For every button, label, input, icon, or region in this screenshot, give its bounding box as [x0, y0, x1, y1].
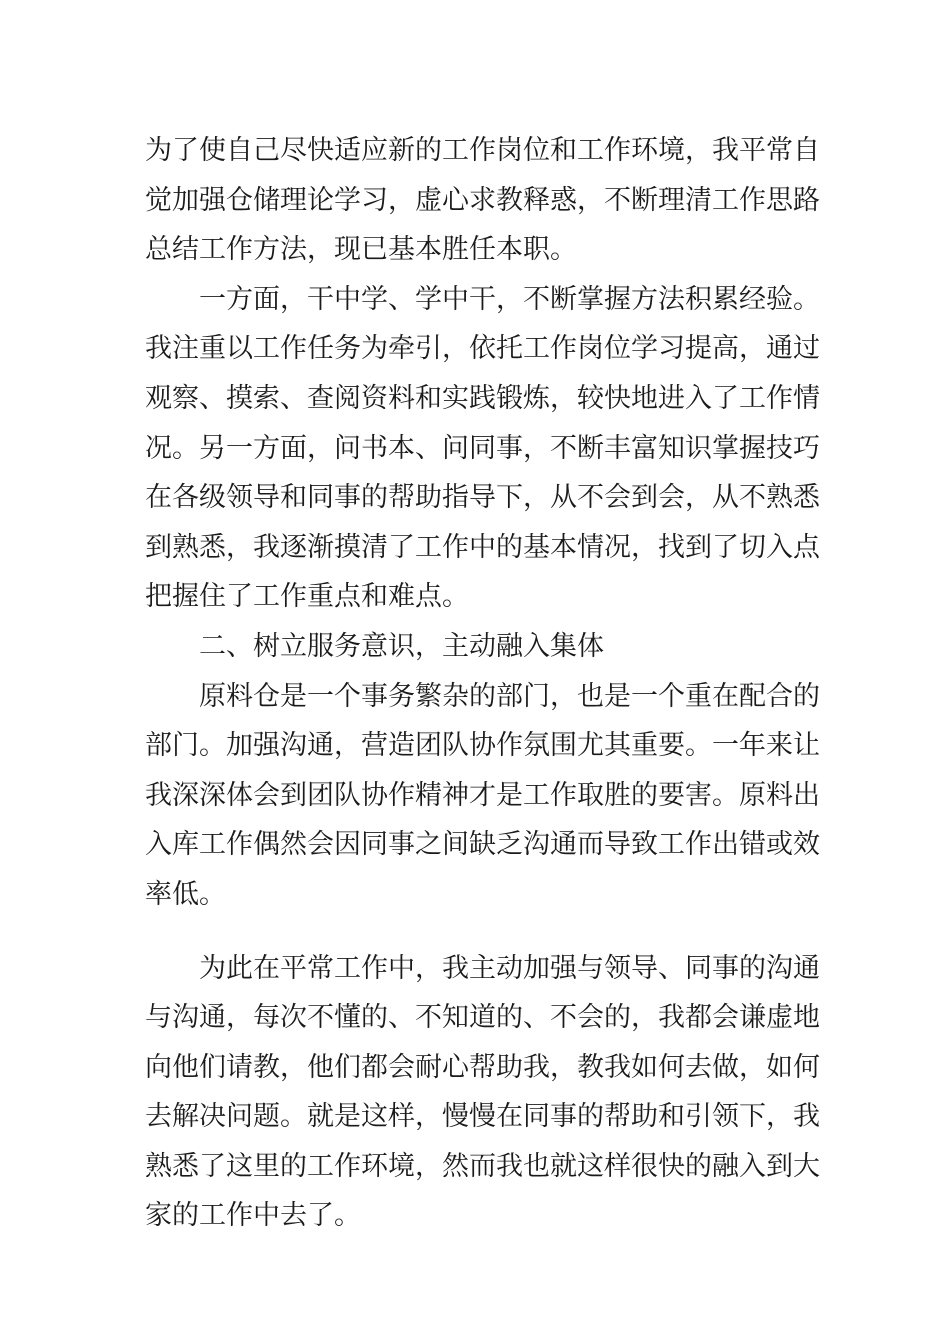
paragraph-3-line-1: 原料仓是一个事务繁杂的部门，也是一个重在配合的	[199, 680, 820, 712]
paragraph-3-line-2: 部门。加强沟通，营造团队协作氛围尤其重要。一年来让	[145, 730, 820, 762]
paragraph-3-line-5: 率低。	[145, 878, 226, 910]
paragraph-spacer	[145, 920, 810, 944]
paragraph-3-line-4: 入库工作偶然会因同事之间缺乏沟通而导致工作出错或效	[145, 829, 820, 861]
paragraph-2-line-2: 我注重以工作任务为牵引，依托工作岗位学习提高，通过	[145, 333, 820, 365]
paragraph-4-line-4: 去解决问题。就是这样，慢慢在同事的帮助和引领下，我	[145, 1101, 820, 1133]
paragraph-4-line-2: 与沟通，每次不懂的、不知道的、不会的，我都会谦虚地	[145, 1002, 820, 1034]
paragraph-4-line-5: 熟悉了这里的工作环境，然而我也就这样很快的融入到大	[145, 1150, 820, 1182]
paragraph-2-line-3: 观察、摸索、查阅资料和实践锻炼，较快地进入了工作情	[145, 382, 820, 414]
paragraph-2-line-4: 况。另一方面，问书本、问同事，不断丰富知识掌握技巧	[145, 432, 820, 464]
paragraph-4-line-3: 向他们请教，他们都会耐心帮助我，教我如何去做，如何	[145, 1051, 820, 1083]
paragraph-4-line-1: 为此在平常工作中，我主动加强与领导、同事的沟通	[199, 952, 820, 984]
paragraph-2-line-6: 到熟悉，我逐渐摸清了工作中的基本情况，找到了切入点	[145, 531, 820, 563]
document-body	[145, 126, 820, 1241]
paragraph-1-line-1: 为了使自己尽快适应新的工作岗位和工作环境，我平常自	[145, 135, 820, 166]
paragraph-2-line-1: 一方面，干中学、学中干，不断掌握方法积累经验。	[199, 283, 820, 315]
paragraph-1-line-3: 总结工作方法，现已基本胜任本职。	[145, 234, 577, 266]
paragraph-2-line-7: 把握住了工作重点和难点。	[145, 581, 469, 613]
paragraph-4-line-6: 家的工作中去了。	[145, 1200, 361, 1232]
section-heading: 二、树立服务意识，主动融入集体	[199, 630, 604, 662]
paragraph-1-line-2: 觉加强仓储理论学习，虚心求教释惑，不断理清工作思路	[145, 184, 820, 216]
paragraph-3-line-3: 我深深体会到团队协作精神才是工作取胜的要害。原料出	[145, 779, 820, 811]
paragraph-2-line-5: 在各级领导和同事的帮助指导下，从不会到会，从不熟悉	[145, 482, 820, 514]
